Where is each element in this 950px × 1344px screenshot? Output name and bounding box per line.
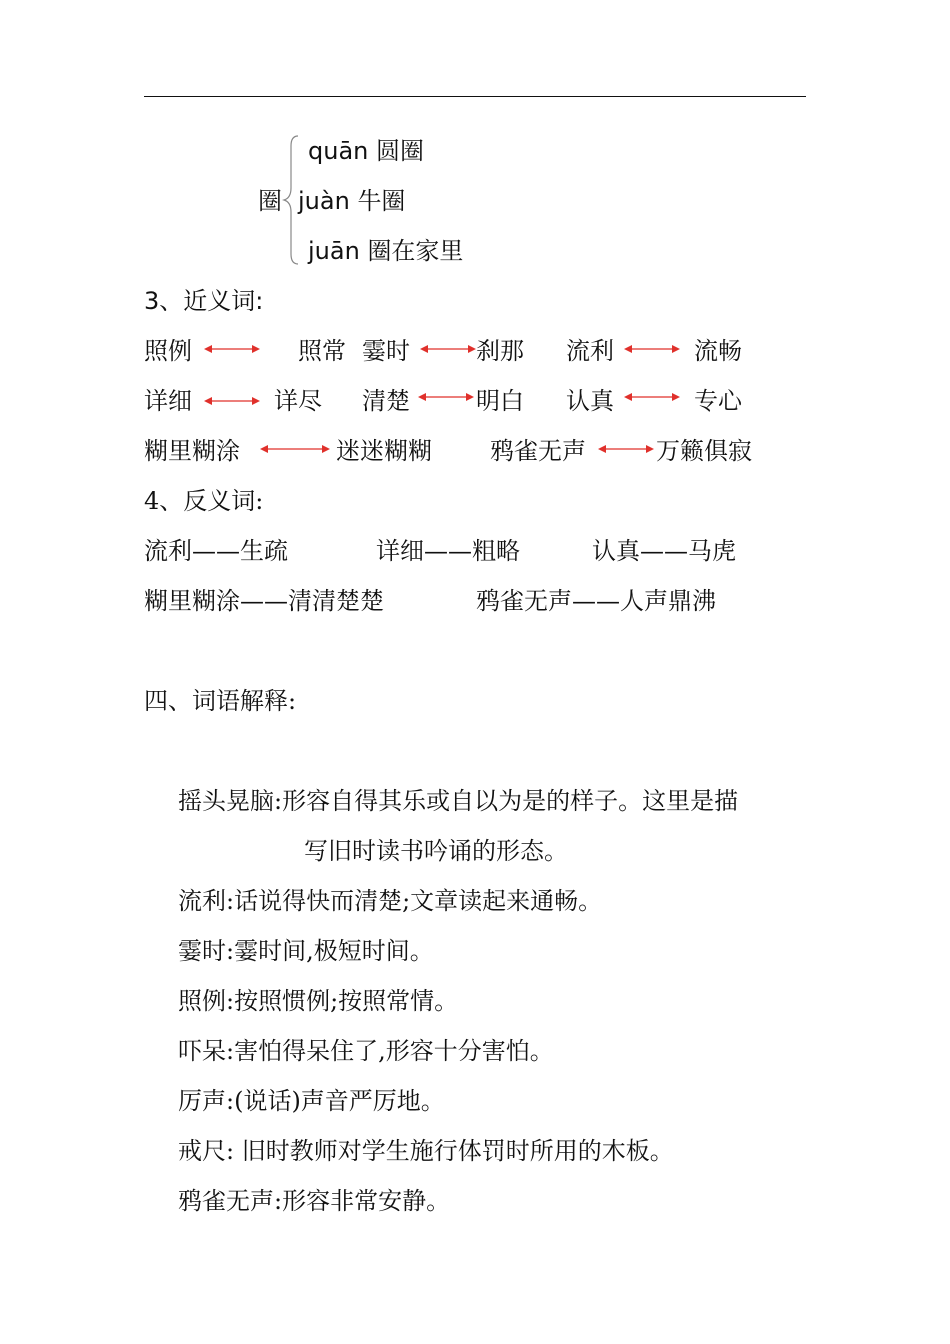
explanation-item: 厉声:(说话)声音严厉地。 <box>178 1087 445 1115</box>
explanation-item: 流利:话说得快而清楚;文章读起来通畅。 <box>178 887 603 915</box>
syn-word: 流利 <box>566 337 614 365</box>
double-arrow-icon <box>260 444 330 454</box>
double-arrow-icon <box>420 344 476 354</box>
reading-2: juàn 牛圈 <box>298 187 406 215</box>
antonym-pair: 流利——生疏 <box>144 537 288 565</box>
double-arrow-icon <box>624 344 680 354</box>
double-arrow-icon <box>418 392 474 402</box>
syn-word: 照常 <box>298 337 346 365</box>
syn-word: 刹那 <box>476 337 524 365</box>
double-arrow-icon <box>624 392 680 402</box>
explanation-item: 写旧时读书吟诵的形态。 <box>304 837 568 865</box>
double-arrow-icon <box>204 344 260 354</box>
explanations-heading: 四、词语解释: <box>144 687 297 715</box>
syn-word: 流畅 <box>694 337 742 365</box>
antonyms-heading: 4、反义词: <box>144 487 264 515</box>
reading-1: quān 圆圈 <box>308 137 425 165</box>
antonym-pair: 认真——马虎 <box>592 537 736 565</box>
antonym-pair: 糊里糊涂——清清楚楚 <box>144 587 384 615</box>
explanation-item: 吓呆:害怕得呆住了,形容十分害怕。 <box>178 1037 554 1065</box>
syn-word: 万籁俱寂 <box>656 437 752 465</box>
syn-word: 迷迷糊糊 <box>336 437 432 465</box>
top-rule <box>144 96 806 97</box>
syn-word: 糊里糊涂 <box>144 437 240 465</box>
explanation-item: 摇头晃脑:形容自得其乐或自以为是的样子。这里是描 <box>178 787 739 815</box>
polyphone-char: 圈 <box>258 187 282 215</box>
syn-word: 认真 <box>566 387 614 415</box>
syn-word: 明白 <box>476 387 524 415</box>
double-arrow-icon <box>204 396 260 406</box>
syn-word: 详细 <box>144 387 192 415</box>
syn-word: 清楚 <box>362 387 410 415</box>
syn-word: 照例 <box>144 337 192 365</box>
explanation-item: 戒尺: 旧时教师对学生施行体罚时所用的木板。 <box>178 1137 674 1165</box>
syn-word: 专心 <box>694 387 742 415</box>
syn-word: 鸦雀无声 <box>490 437 586 465</box>
reading-3: juān 圈在家里 <box>308 237 464 265</box>
double-arrow-icon <box>598 444 654 454</box>
syn-word: 霎时 <box>362 337 410 365</box>
explanation-item: 霎时:霎时间,极短时间。 <box>178 937 434 965</box>
antonym-pair: 详细——粗略 <box>376 537 520 565</box>
antonym-pair: 鸦雀无声——人声鼎沸 <box>476 587 716 615</box>
syn-word: 详尽 <box>274 387 322 415</box>
synonyms-heading: 3、近义词: <box>144 287 264 315</box>
explanation-item: 鸦雀无声:形容非常安静。 <box>178 1187 451 1215</box>
explanation-item: 照例:按照惯例;按照常情。 <box>178 987 459 1015</box>
